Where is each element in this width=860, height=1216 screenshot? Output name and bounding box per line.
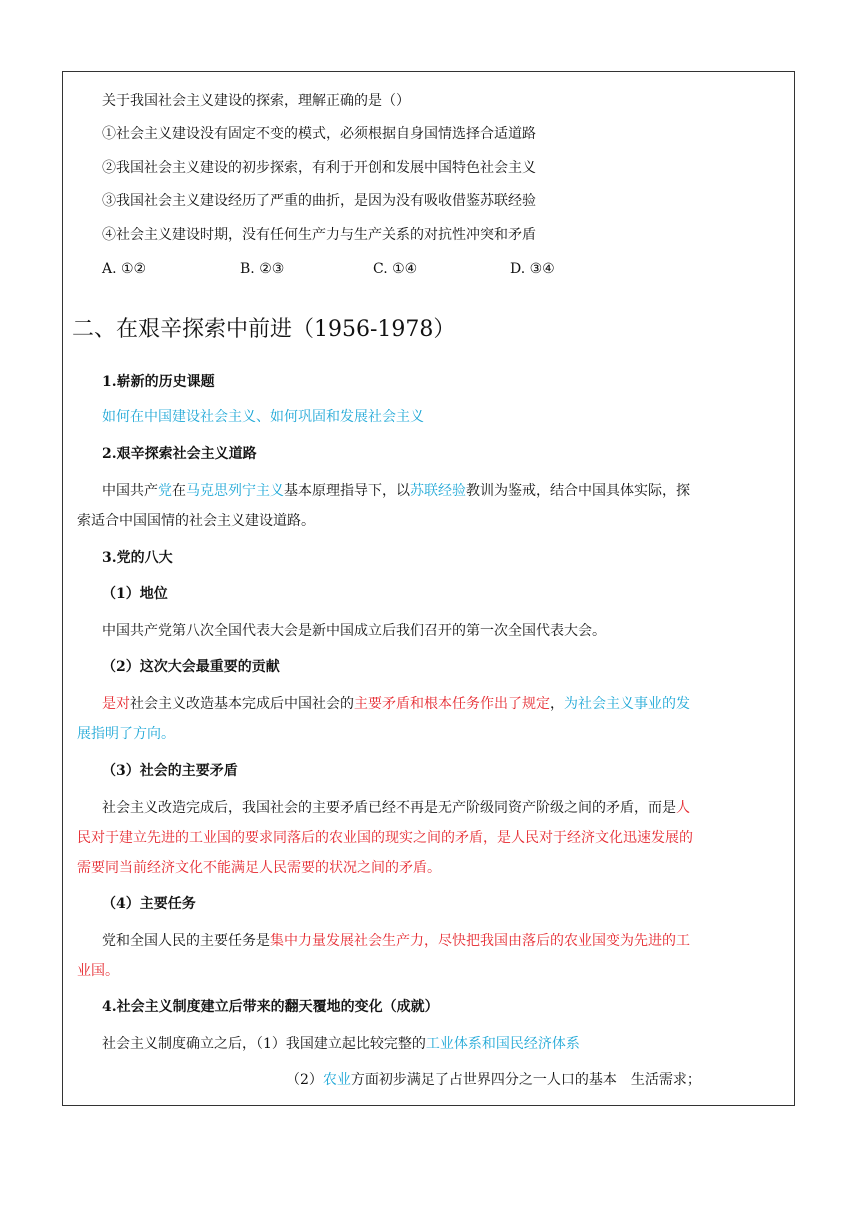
highlight-industry: 工业体系和国民经济体系 xyxy=(425,1036,580,1052)
heading-1: 1.崭新的历史课题 xyxy=(102,374,215,390)
subheading-3-2-line-2: 展指明了方向。 xyxy=(77,726,175,742)
text-segment: 人 xyxy=(676,800,690,816)
highlight-soviet: 苏联经验 xyxy=(410,483,466,499)
highlight-direction: 为社会主义事业的发 xyxy=(564,696,690,712)
text-segment: 社会主义制度确立之后，（1）我国建立起比较完整的 xyxy=(102,1036,426,1052)
section-title: 二、在艰辛探索中前进（1956-1978） xyxy=(72,317,456,342)
text-segment: （2） xyxy=(286,1072,323,1088)
text-segment: 是对 xyxy=(102,696,130,712)
question-stem: 关于我国社会主义建设的探索，理解正确的是（） xyxy=(102,93,410,109)
text-segment: 中国共产 xyxy=(102,483,158,499)
heading-1-text: 如何在中国建设社会主义、如何巩固和发展社会主义 xyxy=(102,409,424,425)
highlight-marxism: 马克思列宁主义 xyxy=(186,483,284,499)
option-b: B. ②③ xyxy=(240,261,285,277)
question-item-4: ④社会主义建设时期，没有任何生产力与生产关系的对抗性冲突和矛盾 xyxy=(102,227,536,243)
text-segment: 在 xyxy=(172,483,186,499)
text-segment: 教训为鉴戒，结合中国具体实际，探 xyxy=(466,483,690,499)
highlight-contradiction: 主要矛盾和根本任务作出了规定 xyxy=(354,696,550,712)
question-item-3: ③我国社会主义建设经历了严重的曲折，是因为没有吸收借鉴苏联经验 xyxy=(102,193,536,209)
heading-4: 4.社会主义制度建立后带来的翻天覆地的变化（成就） xyxy=(102,999,439,1015)
heading-2-para-line-2: 索适合中国国情的社会主义建设道路。 xyxy=(77,513,315,529)
subheading-3-1: （1）地位 xyxy=(102,586,168,602)
highlight-party: 党 xyxy=(158,483,172,499)
subheading-3-3-line-1 xyxy=(102,798,690,818)
heading-4-line-1 xyxy=(102,1034,580,1054)
text-segment: ， xyxy=(550,696,564,712)
heading-3: 3.党的八大 xyxy=(102,550,173,566)
text-segment: 社会主义改造完成后，我国社会的主要矛盾已经不再是无产阶级同资产阶级之间的矛盾，而是 xyxy=(102,800,676,816)
highlight-task: 集中力量发展社会生产力，尽快把我国由落后的农业国变为先进的工 xyxy=(270,933,690,949)
option-a: A. ①② xyxy=(102,261,147,277)
subheading-3-3: （3）社会的主要矛盾 xyxy=(102,763,238,779)
option-c: C. ①④ xyxy=(373,261,418,277)
text-segment: 社会主义改造基本完成后中国社会的 xyxy=(130,696,354,712)
subheading-3-2-line-1 xyxy=(102,694,690,714)
question-item-1: ①社会主义建设没有固定不变的模式，必须根据自身国情选择合适道路 xyxy=(102,126,536,142)
text-segment: 基本原理指导下，以 xyxy=(284,483,410,499)
subheading-3-4-line-1 xyxy=(102,931,690,951)
subheading-3-3-line-2: 民对于建立先进的工业国的要求同落后的农业国的现实之间的矛盾，是人民对于经济文化迅速发展的 xyxy=(77,830,693,846)
subheading-3-4-line-2: 业国。 xyxy=(77,963,119,979)
highlight-agriculture: 农业 xyxy=(322,1072,351,1088)
heading-4-line-2 xyxy=(286,1070,701,1090)
subheading-3-2: （2）这次大会最重要的贡献 xyxy=(102,659,280,675)
subheading-3-1-text: 中国共产党第八次全国代表大会是新中国成立后我们召开的第一次全国代表大会。 xyxy=(102,623,606,639)
text-segment: 方面初步满足了占世界四分之一人口的基本 生活需求； xyxy=(350,1072,701,1088)
subheading-3-4: （4）主要任务 xyxy=(102,896,196,912)
question-item-2: ②我国社会主义建设的初步探索，有利于开创和发展中国特色社会主义 xyxy=(102,160,536,176)
heading-2-para-line-1 xyxy=(102,481,690,501)
text-segment: 党和全国人民的主要任务是 xyxy=(102,933,270,949)
option-d: D. ③④ xyxy=(510,261,555,277)
heading-2: 2.艰辛探索社会主义道路 xyxy=(102,446,257,462)
subheading-3-3-line-3: 需要同当前经济文化不能满足人民需要的状况之间的矛盾。 xyxy=(77,860,441,876)
